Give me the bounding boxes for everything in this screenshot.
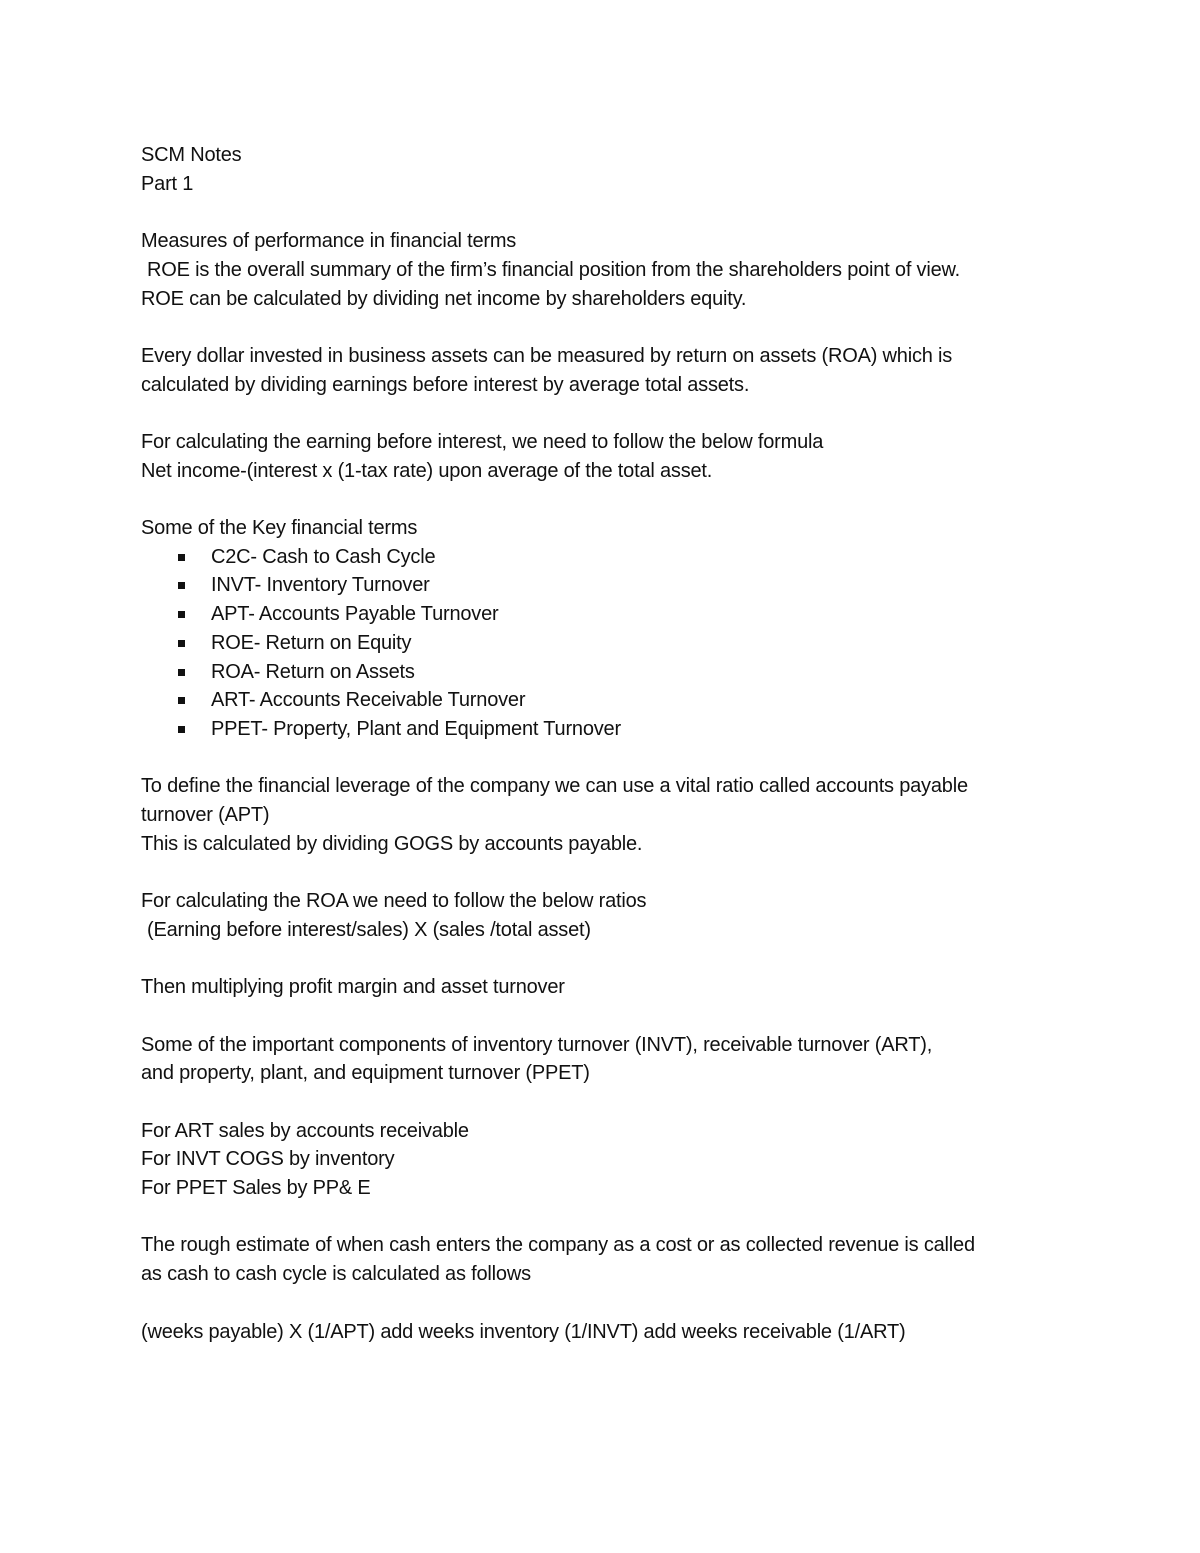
paragraph-line: calculated by dividing earnings before interest by average total assets. [141,373,750,396]
formula-line: (Earning before interest/sales) X (sales /total asset) [147,918,591,941]
paragraph-line: Some of the important components of inventory turnover (INVT), receivable turnover (ART), [141,1033,933,1056]
list-item-text: PPET- Property, Plant and Equipment Turnover [211,717,621,740]
paragraph-line: turnover (APT) [141,803,270,826]
spacer [141,485,1081,514]
list-item-text: C2C- Cash to Cash Cycle [211,545,436,568]
section-heading: Measures of performance in financial terms [141,230,517,253]
paragraph-line: For calculating the ROA we need to follow the below ratios [141,890,647,913]
list-item-text: ROA- Return on Assets [211,660,415,683]
paragraph-line: To define the financial leverage of the company we can use a vital ratio called accounts payable [141,775,968,798]
list-item-text: INVT- Inventory Turnover [211,574,430,597]
paragraph-line: For PPET Sales by PP& E [141,1177,371,1200]
list-item-text: ROE- Return on Equity [211,631,412,654]
spacer [141,1203,1081,1232]
paragraph-line: as cash to cash cycle is calculated as follows [141,1263,531,1286]
paragraph-line: For calculating the earning before interest, we need to follow the below formula [141,430,824,453]
key-terms-list [141,543,1081,744]
paragraph-line: The rough estimate of when cash enters the company as a cost or as collected revenue is called [141,1234,975,1257]
list-item [141,658,1081,687]
square-bullet-icon [178,726,185,733]
formula-line: (weeks payable) X (1/APT) add weeks inventory (1/INVT) add weeks receivable (1/ART) [141,1320,906,1343]
spacer [141,313,1081,342]
list-item [141,686,1081,715]
spacer [141,858,1081,887]
spacer [141,744,1081,773]
list-item [141,543,1081,572]
list-item-text: APT- Accounts Payable Turnover [211,603,499,626]
paragraph-line: This is calculated by dividing GOGS by accounts payable. [141,832,643,855]
paragraph-line: For INVT COGS by inventory [141,1148,395,1171]
list-item [141,571,1081,600]
square-bullet-icon [178,640,185,647]
document-part: Part 1 [141,172,194,195]
paragraph-line: Every dollar invested in business assets can be measured by return on assets (ROA) which is [141,344,953,367]
key-terms-heading: Some of the Key financial terms [141,517,418,540]
paragraph-line: Then multiplying profit margin and asset turnover [141,976,565,999]
spacer [141,399,1081,428]
spacer [141,1088,1081,1117]
spacer [141,1002,1081,1031]
paragraph-line: ROE can be calculated by dividing net income by shareholders equity. [141,287,747,310]
square-bullet-icon [178,554,185,561]
spacer [141,944,1081,973]
square-bullet-icon [178,582,185,589]
square-bullet-icon [178,611,185,618]
paragraph-line: and property, plant, and equipment turnover (PPET) [141,1062,590,1085]
list-item [141,629,1081,658]
spacer [141,198,1081,227]
list-item [141,715,1081,744]
square-bullet-icon [178,669,185,676]
paragraph-line: For ART sales by accounts receivable [141,1119,469,1142]
document-body [141,141,1081,1346]
paragraph-line: Net income-(interest x (1-tax rate) upon average of the total asset. [141,459,713,482]
document-title: SCM Notes [141,144,242,166]
square-bullet-icon [178,697,185,704]
list-item-text: ART- Accounts Receivable Turnover [211,689,526,712]
paragraph-line: ROE is the overall summary of the firm’s financial position from the shareholders point of view. [147,258,961,281]
spacer [141,1289,1081,1318]
list-item [141,600,1081,629]
